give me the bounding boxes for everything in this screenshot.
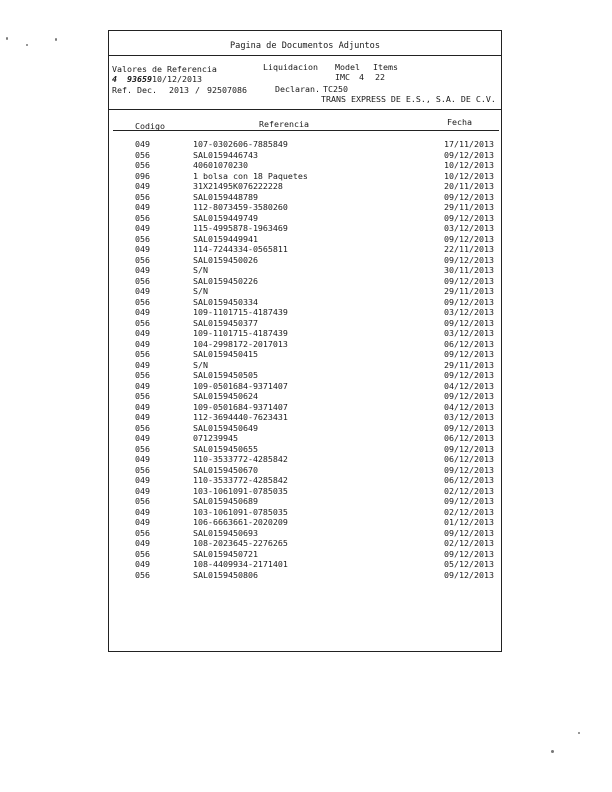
fecha-cell: 09/12/2013 xyxy=(444,349,494,359)
codigo-cell: 056 xyxy=(135,275,150,286)
codigo-cell: 049 xyxy=(135,538,150,548)
fecha-cell: 04/12/2013 xyxy=(444,401,494,412)
fecha-cell: 09/12/2013 xyxy=(444,191,494,202)
ref-dec-year: 2013 xyxy=(169,85,189,95)
fecha-cell: 29/11/2013 xyxy=(444,359,494,370)
referencia-cell: SAL0159450505 xyxy=(193,370,258,380)
liquidacion-label: Liquidacion xyxy=(263,62,318,72)
table-row xyxy=(109,202,501,213)
title-divider xyxy=(109,55,501,56)
referencia-cell: SAL0159450670 xyxy=(193,464,258,475)
codigo-cell: 049 xyxy=(135,139,150,149)
fecha-cell: 05/12/2013 xyxy=(444,559,494,569)
referencia-cell: SAL0159450377 xyxy=(193,317,258,328)
codigo-cell: 049 xyxy=(135,485,150,496)
table-row xyxy=(109,297,501,308)
codigo-cell: 049 xyxy=(135,359,150,370)
fecha-cell: 09/12/2013 xyxy=(444,496,494,506)
codigo-cell: 049 xyxy=(135,338,150,349)
codigo-cell: 049 xyxy=(135,433,150,443)
table-row xyxy=(109,433,501,444)
fecha-cell: 06/12/2013 xyxy=(444,338,494,349)
referencia-cell: 115-4995878-1963469 xyxy=(193,223,288,233)
scan-speck xyxy=(551,750,554,753)
codigo-cell: 056 xyxy=(135,422,150,433)
reference-prefix: 4 xyxy=(112,74,117,84)
fecha-cell: 09/12/2013 xyxy=(444,464,494,475)
fecha-cell: 06/12/2013 xyxy=(444,454,494,464)
codigo-cell: 049 xyxy=(135,517,150,527)
referencia-cell: SAL0159450806 xyxy=(193,569,258,580)
table-row xyxy=(109,255,501,266)
table-row xyxy=(109,328,501,339)
codigo-cell: 049 xyxy=(135,286,150,296)
referencia-cell: 109-0501684-9371407 xyxy=(193,401,288,412)
codigo-cell: 049 xyxy=(135,328,150,338)
table-row xyxy=(109,559,501,570)
referencia-cell: S/N xyxy=(193,359,208,370)
scan-speck xyxy=(55,38,57,41)
codigo-cell: 049 xyxy=(135,181,150,191)
table-row xyxy=(109,150,501,161)
codigo-cell: 056 xyxy=(135,464,150,475)
table-row xyxy=(109,465,501,476)
table-row xyxy=(109,391,501,402)
referencia-cell: 112-3694440-7623431 xyxy=(193,412,288,422)
referencia-cell: SAL0159450624 xyxy=(193,391,258,401)
table-row xyxy=(109,192,501,203)
fecha-cell: 06/12/2013 xyxy=(444,433,494,443)
scan-speck xyxy=(6,37,8,40)
fecha-cell: 09/12/2013 xyxy=(444,548,494,559)
fecha-cell: 06/12/2013 xyxy=(444,475,494,485)
codigo-cell: 049 xyxy=(135,380,150,391)
table-row xyxy=(109,538,501,549)
fecha-cell: 09/12/2013 xyxy=(444,275,494,286)
referencia-cell: 31X21495K076222228 xyxy=(193,181,283,191)
referencia-cell: SAL0159450226 xyxy=(193,275,258,286)
table-row xyxy=(109,181,501,192)
referencia-cell: 109-1101715-4187439 xyxy=(193,307,288,317)
declaran-value: TC250 xyxy=(323,84,348,94)
fecha-cell: 09/12/2013 xyxy=(444,149,494,160)
column-header-referencia: Referencia xyxy=(259,119,309,129)
referencia-cell: SAL0159450655 xyxy=(193,443,258,454)
codigo-cell: 056 xyxy=(135,254,150,265)
codigo-cell: 056 xyxy=(135,548,150,559)
codigo-cell: 049 xyxy=(135,475,150,485)
fecha-cell: 17/11/2013 xyxy=(444,139,494,149)
fecha-cell: 09/12/2013 xyxy=(444,296,494,307)
header-divider xyxy=(109,109,501,110)
fecha-cell: 09/12/2013 xyxy=(444,233,494,244)
referencia-cell: 107-0302606-7885849 xyxy=(193,139,288,149)
codigo-cell: 056 xyxy=(135,212,150,223)
model-value: IMC xyxy=(335,72,350,82)
company-name: TRANS EXPRESS DE E.S., S.A. DE C.V. xyxy=(321,94,496,104)
table-row xyxy=(109,234,501,245)
referencia-cell: 071239945 xyxy=(193,433,238,443)
fecha-cell: 10/12/2013 xyxy=(444,170,494,181)
column-header-fecha: Fecha xyxy=(447,117,472,127)
referencia-cell: 106-6663661-2020209 xyxy=(193,517,288,527)
codigo-cell: 056 xyxy=(135,191,150,202)
table-row xyxy=(109,528,501,539)
fecha-cell: 09/12/2013 xyxy=(444,391,494,401)
codigo-cell: 049 xyxy=(135,559,150,569)
table-row xyxy=(109,570,501,581)
codigo-cell: 056 xyxy=(135,233,150,244)
referencia-cell: SAL0159450689 xyxy=(193,496,258,506)
referencia-cell: 104-2998172-2017013 xyxy=(193,338,288,349)
table-row xyxy=(109,412,501,423)
fecha-cell: 03/12/2013 xyxy=(444,223,494,233)
codigo-cell: 056 xyxy=(135,296,150,307)
fecha-cell: 09/12/2013 xyxy=(444,443,494,454)
table-row xyxy=(109,349,501,360)
codigo-cell: 056 xyxy=(135,149,150,160)
referencia-cell: 109-0501684-9371407 xyxy=(193,380,288,391)
fecha-cell: 03/12/2013 xyxy=(444,412,494,422)
column-header-codigo: Codigo xyxy=(135,121,165,131)
table-row xyxy=(109,276,501,287)
codigo-cell: 049 xyxy=(135,244,150,254)
fecha-cell: 09/12/2013 xyxy=(444,370,494,380)
referencia-cell: 108-4409934-2171401 xyxy=(193,559,288,569)
referencia-cell: SAL0159446743 xyxy=(193,149,258,160)
codigo-cell: 049 xyxy=(135,265,150,275)
codigo-cell: 056 xyxy=(135,443,150,454)
fecha-cell: 09/12/2013 xyxy=(444,317,494,328)
referencia-cell: SAL0159450649 xyxy=(193,422,258,433)
table-row xyxy=(109,171,501,182)
table-row xyxy=(109,517,501,528)
codigo-cell: 049 xyxy=(135,401,150,412)
table-row xyxy=(109,370,501,381)
codigo-cell: 056 xyxy=(135,160,150,170)
fecha-cell: 09/12/2013 xyxy=(444,527,494,538)
table-row xyxy=(109,160,501,171)
scan-speck xyxy=(26,44,28,46)
fecha-cell: 10/12/2013 xyxy=(444,160,494,170)
fecha-cell: 01/12/2013 xyxy=(444,517,494,527)
page-title: Pagina de Documentos Adjuntos xyxy=(229,41,381,51)
fecha-cell: 09/12/2013 xyxy=(444,569,494,580)
fecha-cell: 20/11/2013 xyxy=(444,181,494,191)
codigo-cell: 049 xyxy=(135,506,150,517)
table-row xyxy=(109,139,501,150)
fecha-cell: 04/12/2013 xyxy=(444,380,494,391)
reference-date: 10/12/2013 xyxy=(151,74,202,84)
referencia-cell: S/N xyxy=(193,286,208,296)
document-table xyxy=(109,139,501,580)
referencia-cell: 109-1101715-4187439 xyxy=(193,328,288,338)
ref-dec-number: 92507086 xyxy=(207,85,247,95)
table-row xyxy=(109,307,501,318)
valores-label: Valores de Referencia xyxy=(112,64,217,74)
fecha-cell: 22/11/2013 xyxy=(444,244,494,254)
scan-speck xyxy=(578,732,580,734)
table-row xyxy=(109,402,501,413)
referencia-cell: SAL0159450693 xyxy=(193,527,258,538)
referencia-cell: 114-7244334-0565811 xyxy=(193,244,288,254)
ref-dec-label: Ref. Dec. xyxy=(112,85,157,95)
fecha-cell: 09/12/2013 xyxy=(444,212,494,223)
referencia-cell: SAL0159450334 xyxy=(193,296,258,307)
document-frame xyxy=(108,30,502,652)
referencia-cell: S/N xyxy=(193,265,208,275)
codigo-cell: 056 xyxy=(135,349,150,359)
table-row xyxy=(109,286,501,297)
table-row xyxy=(109,339,501,350)
fecha-cell: 02/12/2013 xyxy=(444,485,494,496)
fecha-cell: 03/12/2013 xyxy=(444,328,494,338)
referencia-cell: 103-1061091-0785035 xyxy=(193,485,288,496)
table-row xyxy=(109,423,501,434)
referencia-cell: 1 bolsa con 18 Paquetes xyxy=(193,170,308,181)
fecha-cell: 02/12/2013 xyxy=(444,506,494,517)
codigo-cell: 056 xyxy=(135,370,150,380)
items-value: 22 xyxy=(375,72,385,82)
fecha-cell: 09/12/2013 xyxy=(444,422,494,433)
reference-number xyxy=(112,74,202,84)
table-row xyxy=(109,486,501,497)
table-row xyxy=(109,496,501,507)
codigo-cell: 049 xyxy=(135,202,150,212)
referencia-cell: 103-1061091-0785035 xyxy=(193,506,288,517)
table-row xyxy=(109,475,501,486)
codigo-cell: 049 xyxy=(135,454,150,464)
table-row xyxy=(109,360,501,371)
referencia-cell: 40601070230 xyxy=(193,160,248,170)
codigo-cell: 049 xyxy=(135,412,150,422)
ref-dec-separator: / xyxy=(195,85,200,95)
reference-number-bold: 93659 xyxy=(127,74,152,84)
referencia-cell: 110-3533772-4285842 xyxy=(193,475,288,485)
table-row xyxy=(109,507,501,518)
codigo-cell: 049 xyxy=(135,307,150,317)
referencia-cell: SAL0159450026 xyxy=(193,254,258,265)
referencia-cell: SAL0159450721 xyxy=(193,548,258,559)
codigo-cell: 056 xyxy=(135,527,150,538)
model-label: Model xyxy=(335,62,360,72)
table-row xyxy=(109,318,501,329)
referencia-cell: SAL0159449941 xyxy=(193,233,258,244)
fecha-cell: 30/11/2013 xyxy=(444,265,494,275)
codigo-cell: 056 xyxy=(135,569,150,580)
fecha-cell: 29/11/2013 xyxy=(444,286,494,296)
referencia-cell: SAL0159448789 xyxy=(193,191,258,202)
referencia-cell: SAL0159450415 xyxy=(193,349,258,359)
table-row xyxy=(109,381,501,392)
table-row xyxy=(109,223,501,234)
declaran-label: Declaran. xyxy=(275,84,320,94)
table-row xyxy=(109,244,501,255)
fecha-cell: 29/11/2013 xyxy=(444,202,494,212)
referencia-cell: 110-3533772-4285842 xyxy=(193,454,288,464)
table-row xyxy=(109,549,501,560)
table-row xyxy=(109,213,501,224)
referencia-cell: 112-8073459-3580260 xyxy=(193,202,288,212)
table-row xyxy=(109,444,501,455)
codigo-cell: 049 xyxy=(135,223,150,233)
codigo-cell: 056 xyxy=(135,496,150,506)
codigo-cell: 056 xyxy=(135,317,150,328)
referencia-cell: SAL0159449749 xyxy=(193,212,258,223)
fecha-cell: 03/12/2013 xyxy=(444,307,494,317)
table-row xyxy=(109,265,501,276)
codigo-cell: 056 xyxy=(135,391,150,401)
table-row xyxy=(109,454,501,465)
model-number: 4 xyxy=(359,72,364,82)
codigo-cell: 096 xyxy=(135,170,150,181)
items-label: Items xyxy=(373,62,398,72)
fecha-cell: 09/12/2013 xyxy=(444,254,494,265)
fecha-cell: 02/12/2013 xyxy=(444,538,494,548)
table-header-divider xyxy=(113,130,499,131)
referencia-cell: 108-2023645-2276265 xyxy=(193,538,288,548)
